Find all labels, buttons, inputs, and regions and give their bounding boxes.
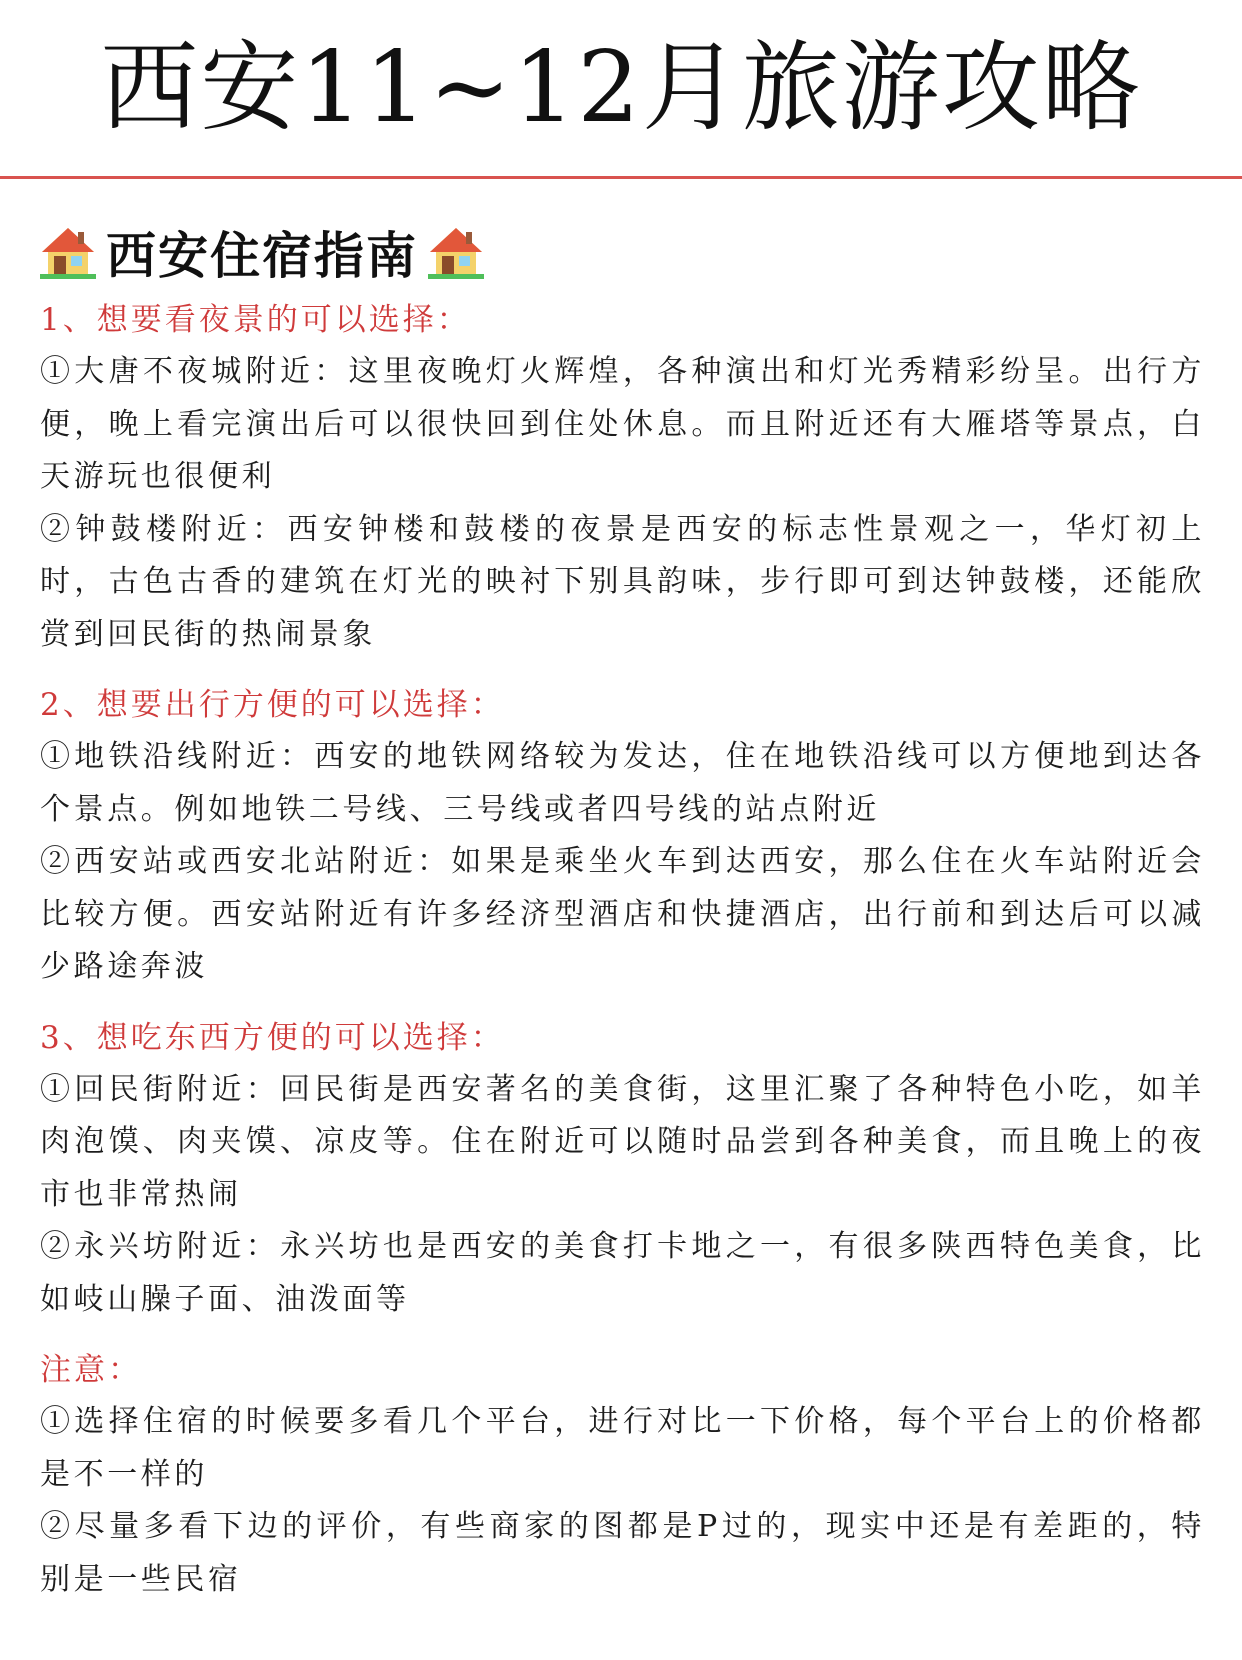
list-item: ②西安站或西安北站附近：如果是乘坐火车到达西安，那么住在火车站附近会比较方便。西安站附近有许多经济型酒店和快捷酒店，出行前和到达后可以减少路途奔波 xyxy=(40,844,1205,984)
title-bar xyxy=(0,0,1242,179)
guide-group-food xyxy=(40,1012,1205,1327)
note-heading: 注意： xyxy=(40,1352,142,1388)
page-title: 西安11~12月旅游攻略 xyxy=(100,31,1142,145)
house-icon xyxy=(40,224,96,280)
list-item: ①地铁沿线附近：西安的地铁网络较为发达，住在地铁沿线可以方便地到达各个景点。例如地铁二号线、三号线或者四号线的站点附近 xyxy=(40,739,1205,827)
list-item: ②钟鼓楼附近：西安钟楼和鼓楼的夜景是西安的标志性景观之一，华灯初上时，古色古香的建筑在灯光的映衬下别具韵味，步行即可到达钟鼓楼，还能欣赏到回民街的热闹景象 xyxy=(40,511,1205,652)
list-item: ①回民街附近：回民街是西安著名的美食街，这里汇聚了各种特色小吃，如羊肉泡馍、肉夹馍、凉皮等。住在附近可以随时品尝到各种美食，而且晚上的夜市也非常热闹 xyxy=(40,1071,1205,1212)
house-icon xyxy=(428,224,484,280)
section-title: 西安住宿指南 xyxy=(106,227,418,285)
section-header xyxy=(40,218,1205,286)
list-item: ②永兴坊附近：永兴坊也是西安的美食打卡地之一，有很多陕西特色美食，比如岐山臊子面、油泼面等 xyxy=(40,1229,1205,1317)
group-heading: 3、想吃东西方便的可以选择： xyxy=(40,1019,505,1056)
list-item: ①选择住宿的时候要多看几个平台，进行对比一下价格，每个平台上的价格都是不一样的 xyxy=(40,1404,1205,1492)
group-heading: 1、想要看夜景的可以选择： xyxy=(40,302,471,338)
guide-group-transport xyxy=(40,679,1205,994)
group-heading: 2、想要出行方便的可以选择： xyxy=(40,687,505,723)
list-item: ①大唐不夜城附近：这里夜晚灯火辉煌，各种演出和灯光秀精彩纷呈。出行方便，晚上看完演出后可以很快回到住处休息。而且附近还有大雁塔等景点，白天游玩也很便利 xyxy=(40,354,1205,494)
guide-group-night-view xyxy=(40,294,1205,661)
main-content xyxy=(40,218,1205,1606)
note-group xyxy=(40,1344,1205,1606)
list-item: ②尽量多看下边的评价，有些商家的图都是P过的，现实中还是有差距的，特别是一些民宿 xyxy=(40,1509,1205,1597)
